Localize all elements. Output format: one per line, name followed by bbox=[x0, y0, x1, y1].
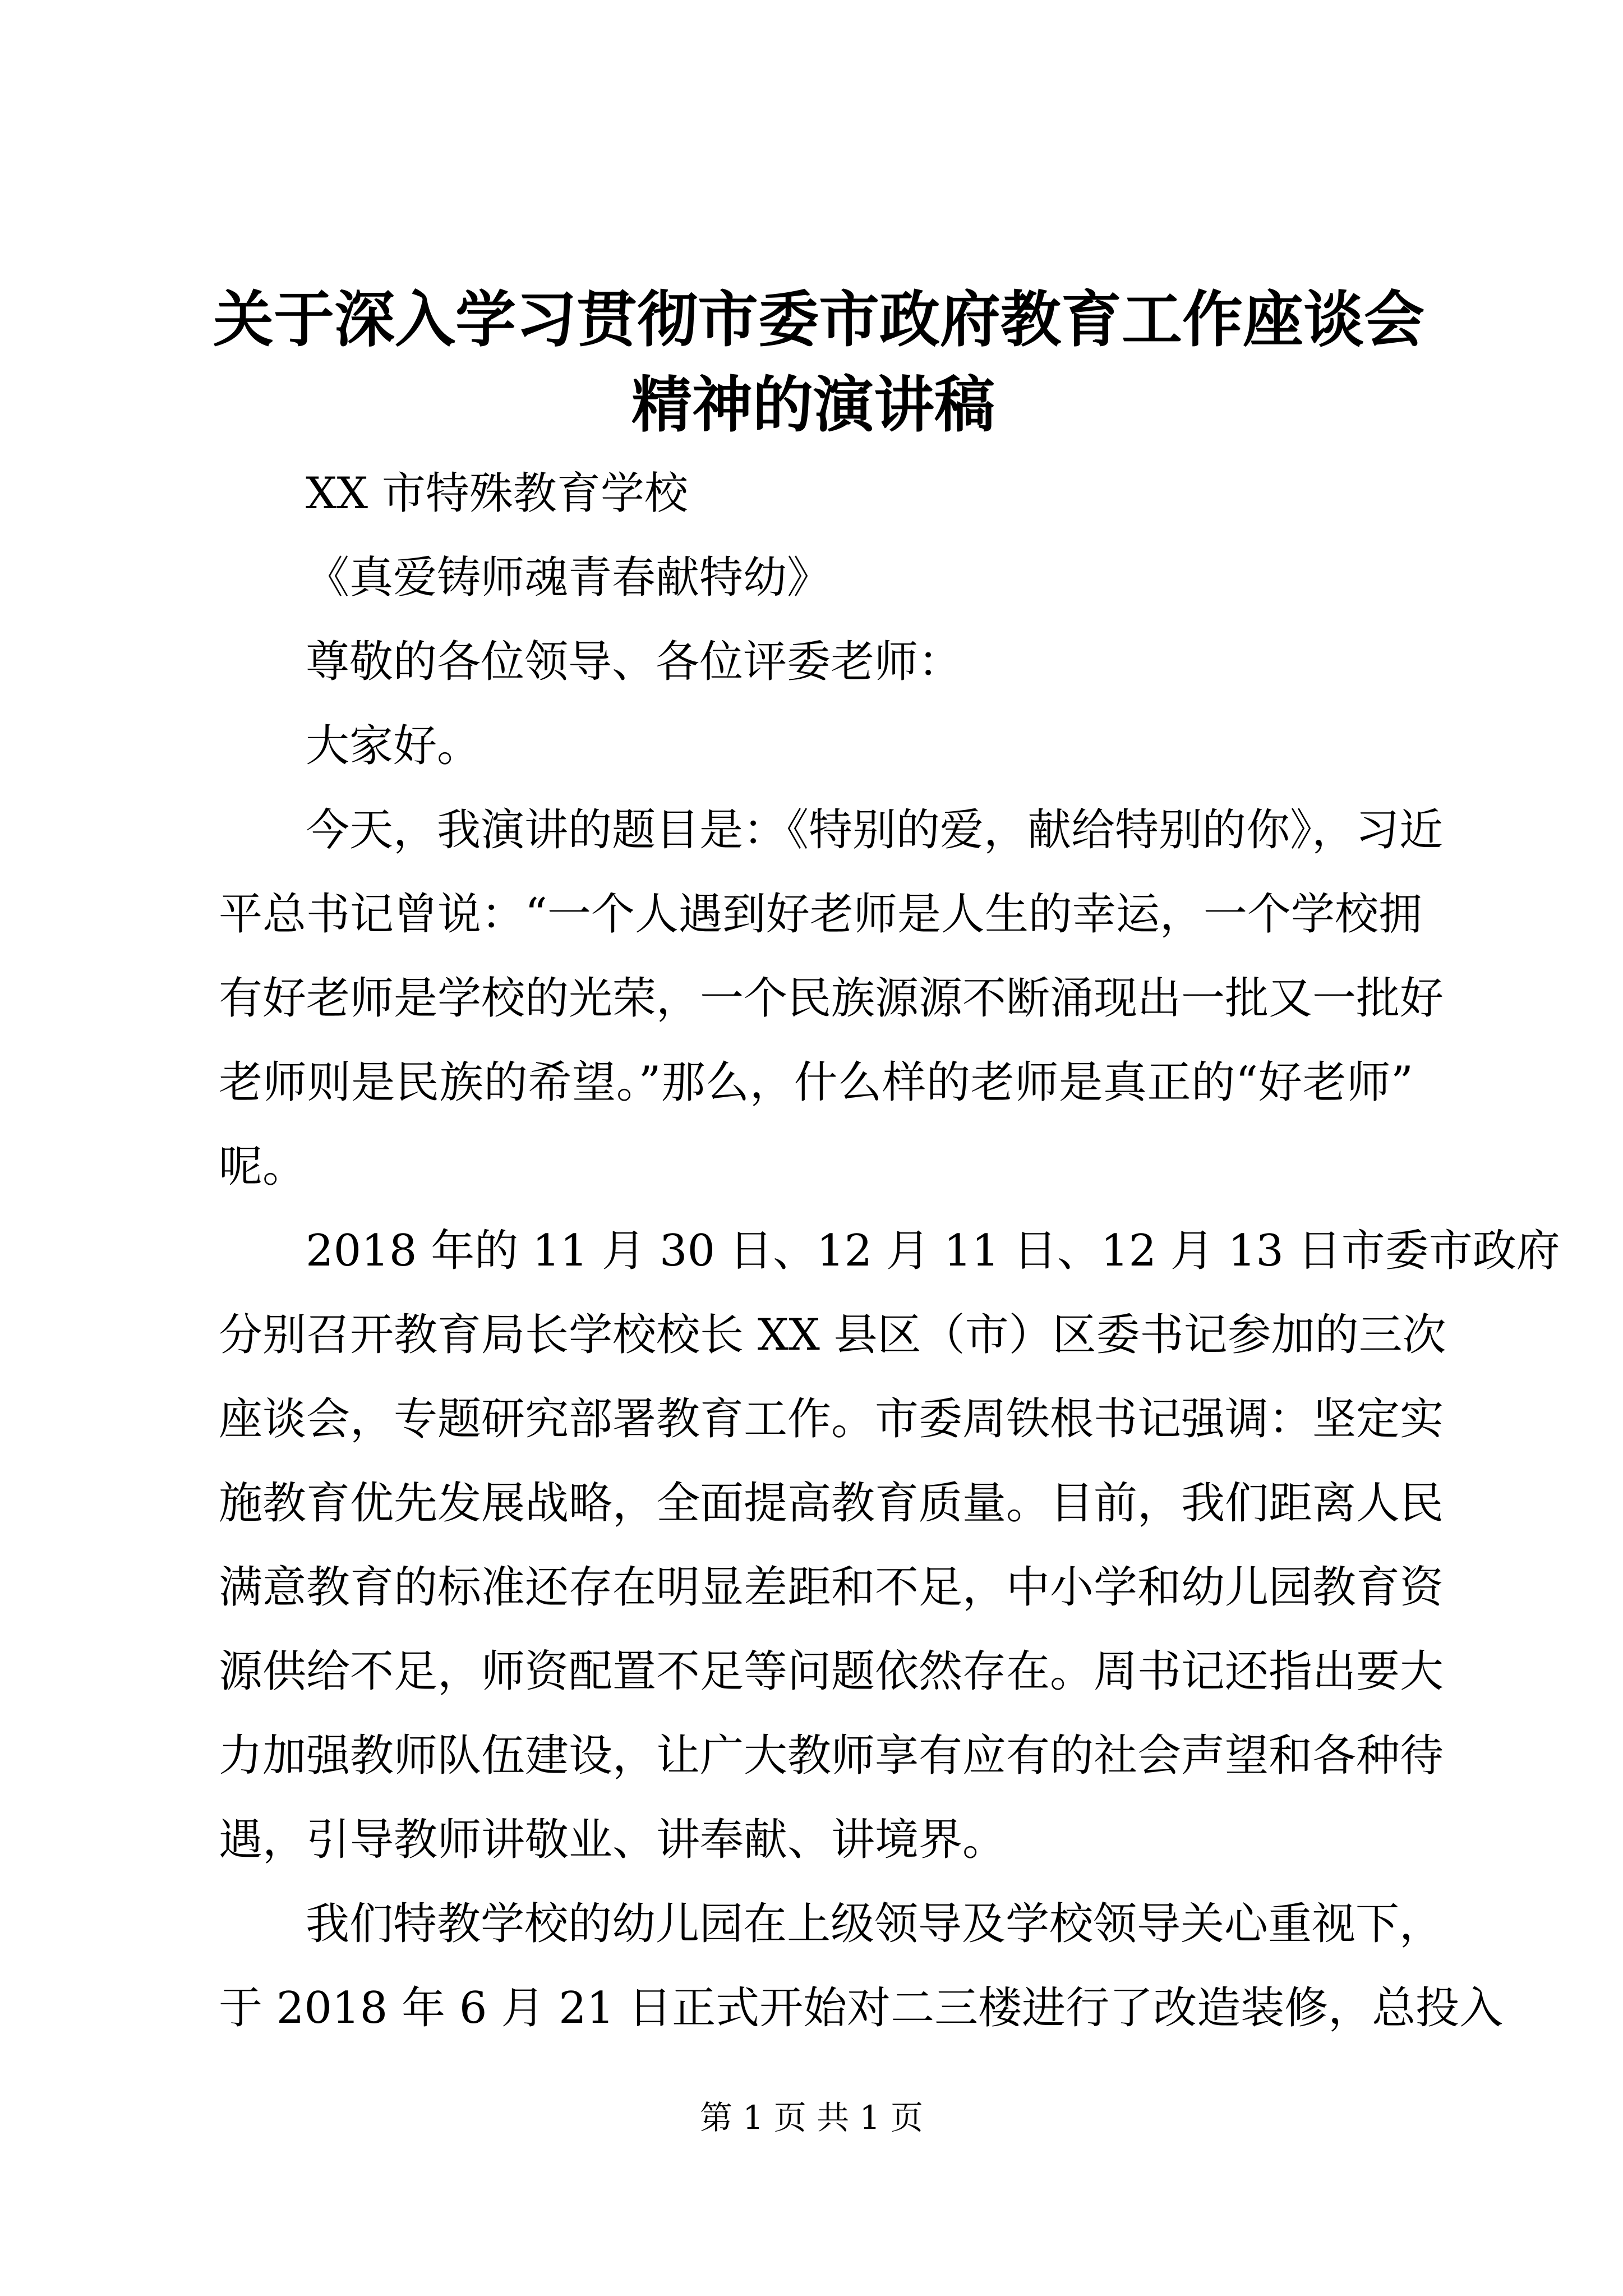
document-body bbox=[219, 452, 1560, 2050]
greeting-line: 大家好。 bbox=[306, 721, 481, 771]
paragraph-line: 分别召开教育局长学校校长 XX 县区（市）区委书记参加的三次 bbox=[219, 1310, 1446, 1360]
paragraph-line: 遇，引导教师讲敬业、讲奉献、讲境界。 bbox=[219, 1815, 1007, 1865]
paragraph-line: 力加强教师队伍建设，让广大教师享有应有的社会声望和各种待 bbox=[219, 1731, 1444, 1781]
paragraph-line: 满意教育的标准还存在明显差距和不足，中小学和幼儿园教育资 bbox=[219, 1562, 1444, 1613]
document-title-line-1: 关于深入学习贯彻市委市政府教育工作座谈会 bbox=[213, 284, 1425, 355]
speech-title-line: 《真爱铸师魂青春献特幼》 bbox=[306, 553, 831, 603]
school-name-line: XX 市特殊教育学校 bbox=[306, 468, 688, 519]
salutation-line: 尊敬的各位领导、各位评委老师： bbox=[306, 637, 962, 687]
paragraph-line: 座谈会，专题研究部署教育工作。市委周铁根书记强调：坚定实 bbox=[219, 1394, 1444, 1444]
paragraph-line: 平总书记曾说：“一个人遇到好老师是人生的幸运，一个学校拥 bbox=[219, 889, 1422, 940]
paragraph-line: 于 2018 年 6 月 21 日正式开始对二三楼进行了改造装修，总投入 bbox=[219, 1983, 1504, 2033]
paragraph-line: 施教育优先发展战略，全面提高教育质量。目前，我们距离人民 bbox=[219, 1478, 1444, 1529]
paragraph-line: 源供给不足，师资配置不足等问题依然存在。周书记还指出要大 bbox=[219, 1646, 1444, 1697]
document-title-line-2: 精神的演讲稿 bbox=[631, 370, 995, 440]
paragraph-line: 呢。 bbox=[219, 1142, 307, 1192]
paragraph-line: 今天，我演讲的题目是：《特别的爱，献给特别的你》，习近 bbox=[306, 805, 1444, 855]
paragraph-line: 有好老师是学校的光荣，一个民族源源不断涌现出一批又一批好 bbox=[219, 973, 1444, 1024]
paragraph-line: 我们特教学校的幼儿园在上级领导及学校领导关心重视下， bbox=[306, 1899, 1444, 1949]
paragraph-line: 老师则是民族的希望。”那么，什么样的老师是真正的“好老师” bbox=[219, 1057, 1413, 1108]
paragraph-line: 2018 年的 11 月 30 日、12 月 11 日、12 月 13 日市委市政府 bbox=[306, 1226, 1560, 1276]
page-number-footer: 第 1 页 共 1 页 bbox=[700, 2099, 923, 2137]
